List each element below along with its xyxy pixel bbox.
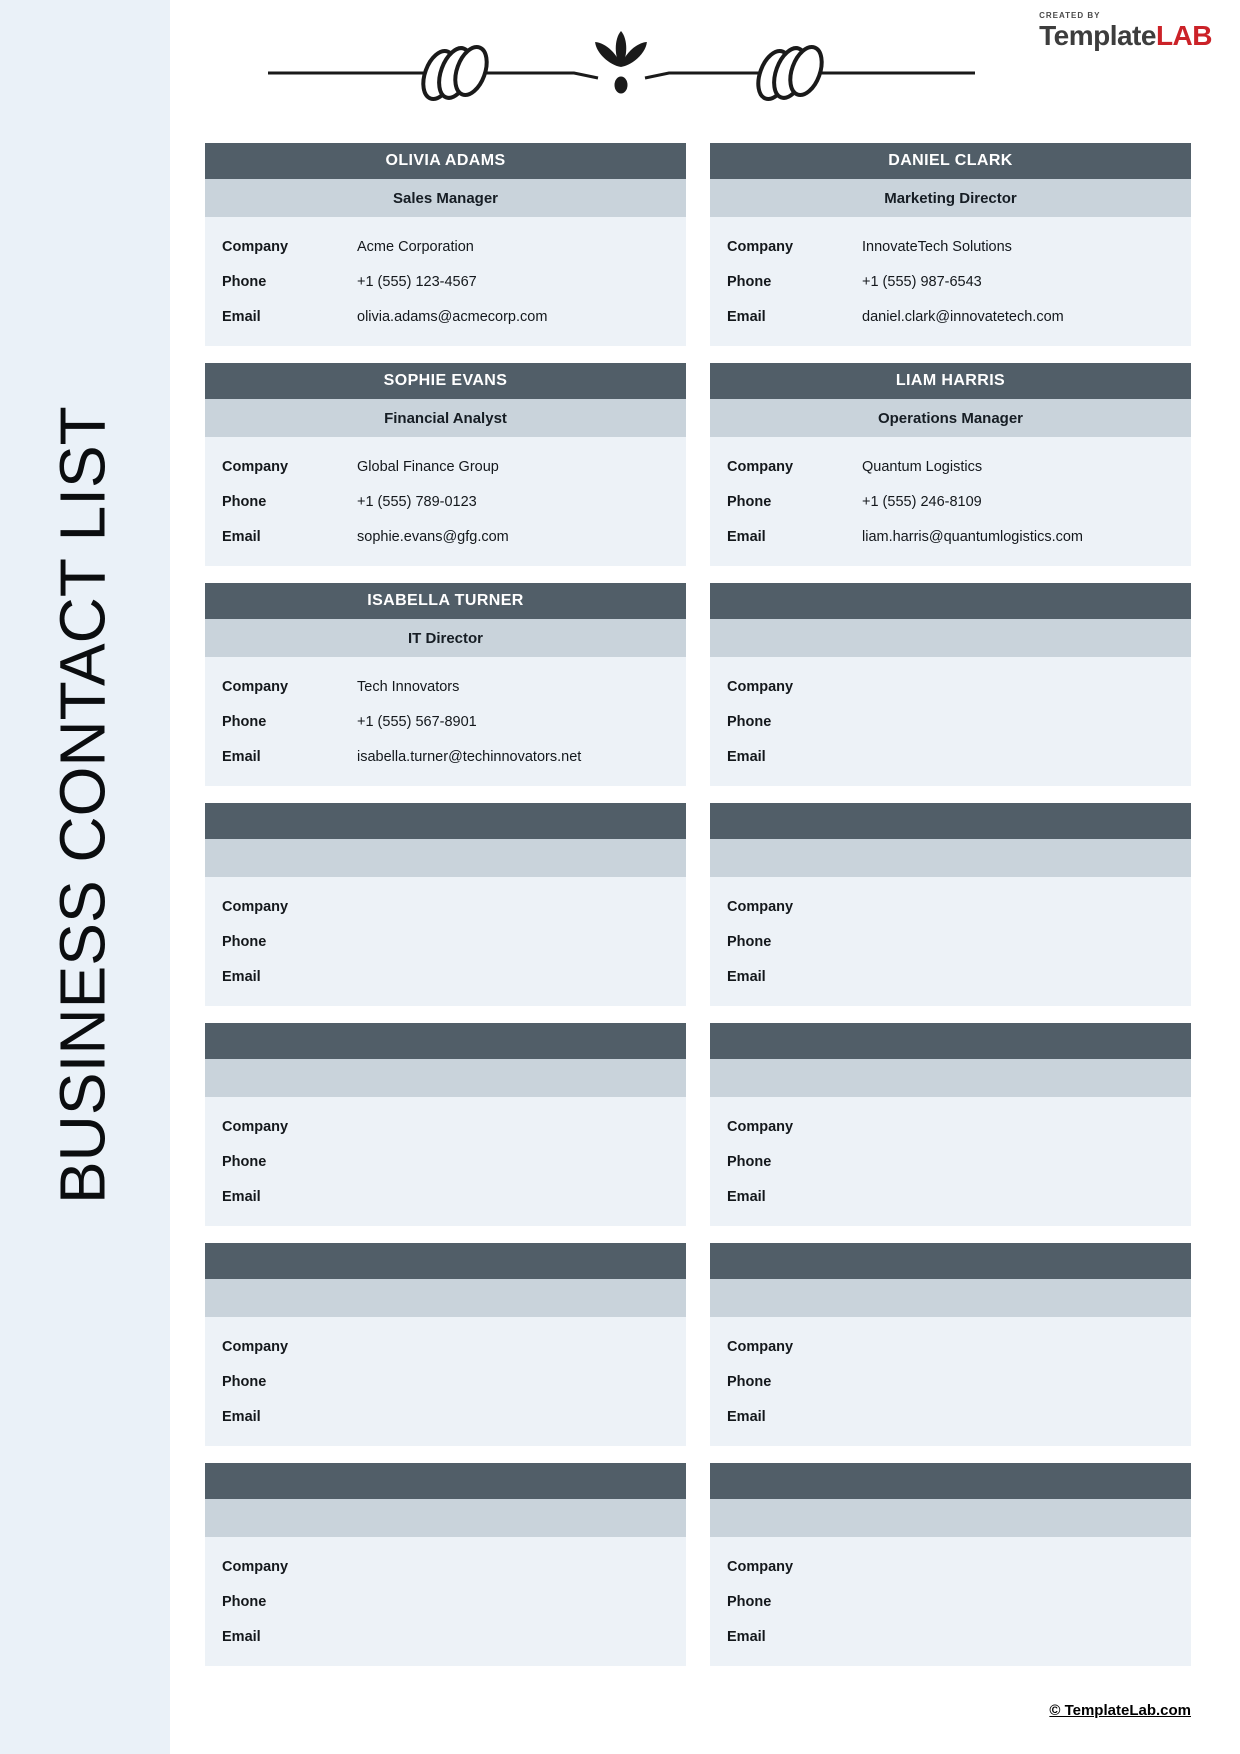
email-label: Email [727,748,766,765]
email-row [205,739,686,774]
contact-card [205,363,686,566]
phone-row [205,704,686,739]
contact-card [205,583,686,786]
phone-label: Phone [222,1373,267,1390]
contact-details [205,877,686,1006]
contact-name-header [205,363,686,399]
contact-card [710,1463,1191,1666]
phone-value: +1 (555) 987-6543 [862,273,982,290]
company-label: Company [727,1338,794,1355]
contact-name-header [710,803,1191,839]
email-row [710,739,1191,774]
company-label: Company [222,898,289,915]
company-label: Company [222,678,289,695]
company-row [710,449,1191,484]
email-label: Email [727,308,766,325]
contact-card [205,1243,686,1446]
email-label: Email [222,528,261,545]
contact-details [710,877,1191,1006]
contact-details [205,1317,686,1446]
contact-title-subheader [205,839,686,877]
email-label: Email [727,1408,766,1425]
company-label: Company [727,1118,794,1135]
templatelab-logo[interactable] [1039,12,1212,50]
contact-name-header [710,1243,1191,1279]
phone-row [205,1584,686,1619]
email-row [205,959,686,994]
phone-row [710,1144,1191,1179]
contact-title-subheader [710,179,1191,217]
contact-job-title: Operations Manager [877,409,1024,427]
company-row [710,229,1191,264]
email-row [205,1179,686,1214]
phone-label: Phone [727,1153,772,1170]
phone-row [205,1144,686,1179]
email-value: isabella.turner@techinnovators.net [357,748,582,765]
email-row [205,1399,686,1434]
email-row [710,299,1191,334]
page-title: BUSINESS CONTACT LIST [46,406,119,1204]
phone-label: Phone [222,1593,267,1610]
company-row [710,1109,1191,1144]
contact-name: ISABELLA TURNER [367,592,524,609]
phone-label: Phone [222,713,267,730]
contact-title-subheader [710,1279,1191,1317]
email-row [710,1619,1191,1654]
email-label: Email [222,1188,261,1205]
contact-name-header [205,1243,686,1279]
contact-details [710,217,1191,346]
phone-label: Phone [727,493,772,510]
phone-label: Phone [222,493,267,510]
contact-job-title: IT Director [407,629,483,647]
email-label: Email [727,1628,766,1645]
company-row [710,1329,1191,1364]
email-value: daniel.clark@innovatetech.com [862,308,1064,325]
contact-job-title: Financial Analyst [384,409,507,427]
company-label: Company [222,458,289,475]
contact-name-header [710,1463,1191,1499]
company-row [205,1549,686,1584]
contact-card [710,1243,1191,1446]
company-row [710,669,1191,704]
company-row [205,1109,686,1144]
phone-label: Phone [222,273,267,290]
contact-details [710,657,1191,786]
email-label: Email [222,1408,261,1425]
email-row [710,519,1191,554]
company-label: Company [727,238,794,255]
logo-lab-text: LAB [1155,20,1212,51]
company-row [205,889,686,924]
contact-name-header [205,143,686,179]
logo-template-text: Template [1039,20,1156,51]
company-label: Company [727,678,794,695]
contact-job-title: Marketing Director [884,189,1017,207]
center-fleur-motif [591,31,650,94]
contact-name: SOPHIE EVANS [383,372,508,389]
phone-label: Phone [222,1153,267,1170]
email-row [710,959,1191,994]
phone-value: +1 (555) 567-8901 [357,713,477,730]
phone-value: +1 (555) 789-0123 [357,493,477,510]
email-label: Email [222,1628,261,1645]
contact-card [205,1023,686,1226]
phone-row [205,1364,686,1399]
contact-title-subheader [710,399,1191,437]
company-row [205,669,686,704]
phone-label: Phone [727,273,772,290]
contact-title-subheader [710,1499,1191,1537]
contact-card [205,803,686,1006]
company-value: Quantum Logistics [862,458,983,475]
contact-details [205,437,686,566]
logo-wordmark [1039,20,1212,51]
contact-details [205,657,686,786]
contact-title-subheader [205,179,686,217]
company-label: Company [727,458,794,475]
contact-card [710,143,1191,346]
contact-card [205,1463,686,1666]
company-row [710,1549,1191,1584]
phone-label: Phone [727,933,772,950]
contact-details [205,217,686,346]
company-label: Company [222,238,289,255]
contact-details [710,437,1191,566]
contact-card [205,143,686,346]
contact-title-subheader [710,839,1191,877]
company-row [710,889,1191,924]
phone-label: Phone [727,1373,772,1390]
phone-row [710,264,1191,299]
contact-details [710,1537,1191,1666]
company-row [205,449,686,484]
phone-value: +1 (555) 123-4567 [357,273,477,290]
contact-title-subheader [205,619,686,657]
phone-label: Phone [222,933,267,950]
email-label: Email [727,1188,766,1205]
contact-title-subheader [710,1059,1191,1097]
contact-name: OLIVIA ADAMS [385,152,506,169]
company-label: Company [727,898,794,915]
phone-row [710,484,1191,519]
contact-card [710,1023,1191,1226]
templatelab-copyright-link[interactable]: © TemplateLab.com [1049,1702,1191,1719]
contact-title-subheader [205,399,686,437]
phone-row [710,1364,1191,1399]
phone-label: Phone [727,713,772,730]
email-row [205,1619,686,1654]
email-label: Email [222,968,261,985]
phone-row [710,704,1191,739]
phone-row [205,924,686,959]
phone-label: Phone [727,1593,772,1610]
logo-created-by: CREATED BY [1039,11,1101,20]
contact-title-subheader [205,1279,686,1317]
email-label: Email [222,748,261,765]
email-value: sophie.evans@gfg.com [357,528,509,545]
contact-card [710,363,1191,566]
contact-name: DANIEL CLARK [888,152,1013,169]
contact-job-title: Sales Manager [392,189,499,207]
contact-name: LIAM HARRIS [895,372,1006,389]
email-label: Email [727,968,766,985]
phone-row [710,924,1191,959]
contact-name-header [710,583,1191,619]
contact-details [710,1097,1191,1226]
company-label: Company [727,1558,794,1575]
email-label: Email [727,528,766,545]
contact-details [710,1317,1191,1446]
company-label: Company [222,1118,289,1135]
company-label: Company [222,1338,289,1355]
company-value: InnovateTech Solutions [862,238,1012,255]
contact-card [710,803,1191,1006]
contact-card-grid [205,143,1191,1666]
email-row [205,519,686,554]
contact-details [205,1537,686,1666]
contact-name-header [205,1023,686,1059]
contact-name-header [710,1023,1191,1059]
phone-row [710,1584,1191,1619]
company-row [205,229,686,264]
phone-row [205,484,686,519]
contact-title-subheader [710,619,1191,657]
contact-title-subheader [205,1499,686,1537]
contact-name-header [710,363,1191,399]
email-row [710,1179,1191,1214]
company-row [205,1329,686,1364]
phone-row [205,264,686,299]
company-value: Tech Innovators [357,678,460,695]
email-value: liam.harris@quantumlogistics.com [862,528,1084,545]
company-label: Company [222,1558,289,1575]
contact-details [205,1097,686,1226]
contact-name-header [205,583,686,619]
company-value: Global Finance Group [357,458,499,475]
rope-divider-ornament [268,25,975,117]
email-row [205,299,686,334]
contact-name-header [205,1463,686,1499]
contact-name-header [710,143,1191,179]
email-row [710,1399,1191,1434]
phone-value: +1 (555) 246-8109 [862,493,982,510]
company-value: Acme Corporation [357,238,474,255]
contact-title-subheader [205,1059,686,1097]
contact-card [710,583,1191,786]
email-value: olivia.adams@acmecorp.com [357,308,548,325]
email-label: Email [222,308,261,325]
contact-name-header [205,803,686,839]
